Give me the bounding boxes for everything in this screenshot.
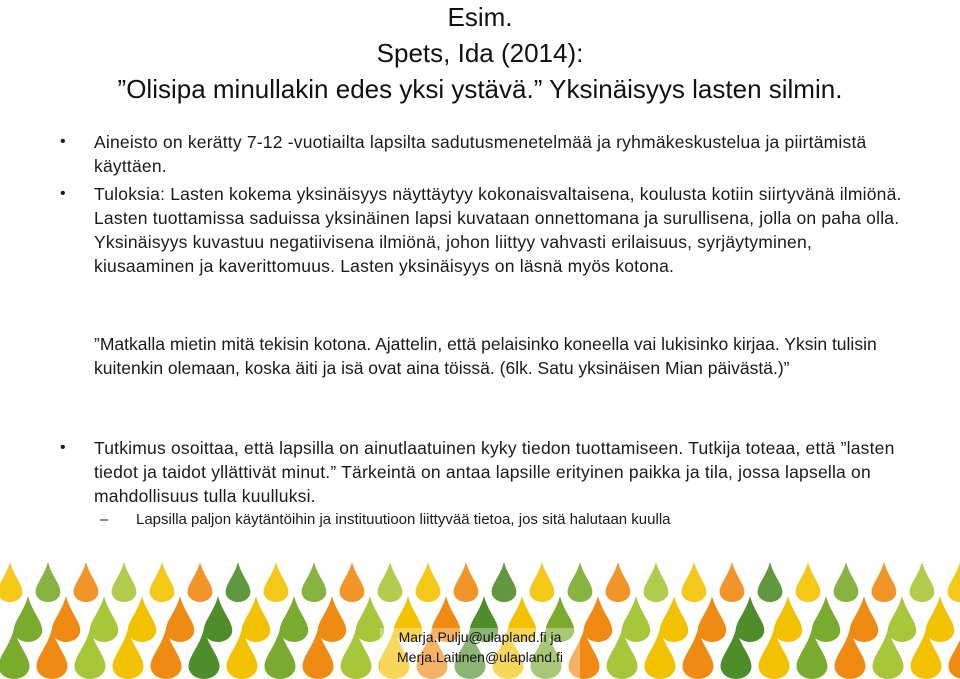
decorative-drop [340,562,365,602]
decorative-drop [0,562,22,602]
quote-text: ”Matkalla mietin mitä tekisin kotona. Ajattelin, että pelaisinko koneella vai lukisinko kirjaa. Yksin tulisin kuitenkin olemaan, koska äiti ja isä ovat aina töissä. (6lk. Satu yksinäisen Mian päivästä.)” [94,334,877,378]
decorative-drop [720,562,745,602]
title-line-3: ”Olisipa minullakin edes yksi ystävä.” Yksinäisyys lasten silmin. [117,74,843,104]
decorative-drop [736,596,765,642]
bullet-marker: • [60,439,66,456]
decorative-drop [90,596,119,642]
decorative-drop [302,562,327,602]
decorative-drop [52,596,81,642]
decorative-drop [698,596,727,642]
bullet-item-2 [60,182,920,302]
title-line-2: Spets, Ida (2014): [376,38,584,68]
footer-contact [360,627,600,667]
decorative-drop [948,562,960,602]
decorative-drop [242,596,271,642]
decorative-drop [834,562,859,602]
decorative-drop [910,562,935,602]
decorative-drop [378,562,403,602]
decorative-drop [318,596,347,642]
decorative-drop [926,596,955,642]
decorative-drop [812,596,841,642]
decorative-drop [112,562,137,602]
decorative-drop [416,562,441,602]
decorative-drop [888,596,917,642]
bullet-marker: • [60,133,66,150]
decorative-drop [606,562,631,602]
footer-email-2: Merja.Laitinen@ulapland.fi [397,649,563,665]
decorative-drop [660,596,689,642]
decorative-drop [280,596,309,642]
decorative-drop [14,596,43,642]
decorative-drop [758,562,783,602]
bullet-item-1 [60,130,920,178]
decorative-drop [226,562,251,602]
decorative-drop [568,562,593,602]
sub-bullet-text: Lapsilla paljon käytäntöihin ja instituutioon liittyvää tietoa, jos sitä halutaan kuulla [136,511,671,528]
footer-email-1: Marja.Pulju@ulapland.fi ja [398,629,562,645]
decorative-drop [454,562,479,602]
decorative-drop [204,596,233,642]
bullet-text: Tutkimus osoittaa, että lapsilla on ainutlaatuinen kyky tiedon tuottamiseen. Tutkija toteaa, että ”lasten tiedot ja taidot yllättivät minut.” Tärkeintä on antaa lapsille erityinen paikka ja tila, jossa lapsella on mahdollisuus tulla kuulluksi. [94,438,895,506]
decorative-drop [530,562,555,602]
decorative-drop [188,562,213,602]
decorative-drop [36,562,61,602]
decorative-drop [74,562,99,602]
title-line-1: Esim. [447,2,513,32]
sub-bullet-marker: – [100,511,109,528]
decorative-drop [682,562,707,602]
bullet-item-3 [60,436,920,508]
bullet-text: Tuloksia: Lasten kokema yksinäisyys näyttäytyy kokonaisvaltaisena, koulusta kotiin siirtyvänä ilmiönä. Lasten tuottamissa saduissa yksinäinen lapsi kuvataan onnettomana ja surullisena, jolla on paha olla. Yksinäisyys kuvastuu negatiivisena ilmiönä, johon liittyy vahvasti erilaisuus, syrjäytyminen, kiusaaminen ja kaverittomuus. Lasten yksinäisyys on läsnä myös kotona. [94,184,902,276]
decorative-drop [796,562,821,602]
bullet-text: Aineisto on kerätty 7-12 -vuotiailta lapsilta sadutusmenetelmää ja ryhmäkeskustelua ja piirtämistä käyttäen. [94,132,867,176]
decorative-drop [622,596,651,642]
decorative-drop [774,596,803,642]
decorative-drop [492,562,517,602]
decorative-drop [128,596,157,642]
decorative-drop [166,596,195,642]
decorative-drop [264,562,289,602]
decorative-drop [644,562,669,602]
decorative-drop [872,562,897,602]
decorative-drop [150,562,175,602]
decorative-drop [850,596,879,642]
bullet-marker: • [60,185,66,202]
